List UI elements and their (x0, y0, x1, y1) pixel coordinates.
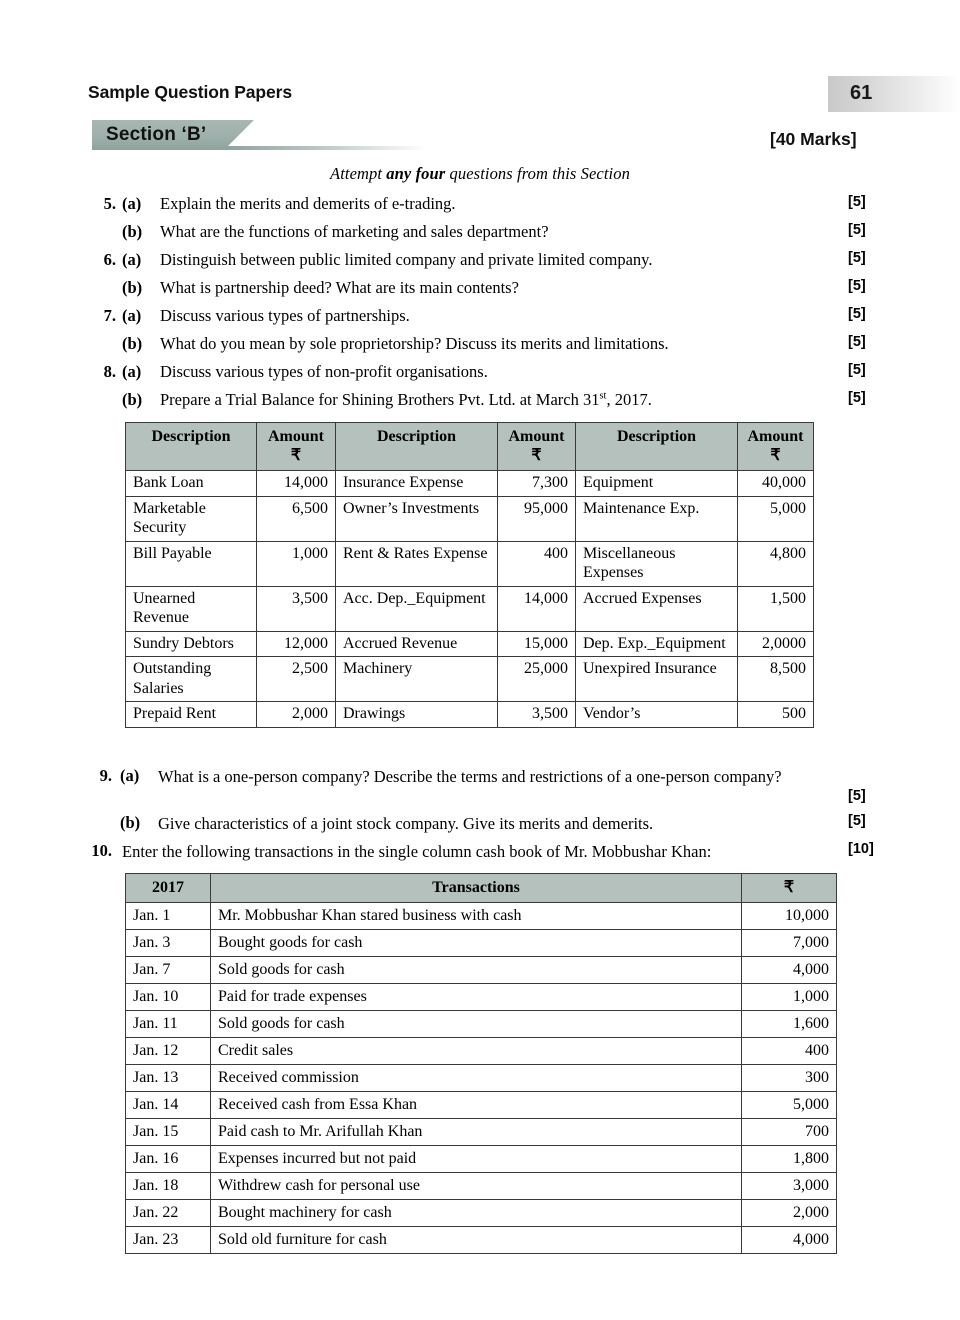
cell-amount: 10,000 (742, 903, 837, 930)
cell-transaction: Bought goods for cash (211, 930, 742, 957)
question-sublabel: (a) (122, 362, 142, 381)
question-marks: [5] (848, 222, 866, 238)
question-number: 6. (103, 250, 116, 269)
cell-description: Owner’s Investments (336, 496, 498, 541)
cell-transaction: Withdrew cash for personal use (211, 1173, 742, 1200)
cell-description: Acc. Dep._Equipment (336, 586, 498, 631)
cell-amount: 7,000 (742, 930, 837, 957)
cell-description: Maintenance Exp. (576, 496, 738, 541)
cell-amount: 400 (498, 541, 576, 586)
table-row (126, 903, 837, 930)
header-text: Description (376, 428, 457, 445)
question-number: 9. (99, 766, 112, 785)
cell-amount: 8,500 (738, 657, 814, 702)
cell-amount: 5,000 (738, 496, 814, 541)
question-marks: [5] (848, 306, 866, 322)
cell-transaction: Sold goods for cash (211, 957, 742, 984)
table-row (126, 1146, 837, 1173)
header-text: Description (616, 428, 697, 445)
cell-date: Jan. 14 (126, 1092, 211, 1119)
column-header-year: 2017 (126, 874, 211, 903)
cell-description: Miscellaneous Expenses (576, 541, 738, 586)
question-text: Give characteristics of a joint stock company. Give its merits and demerits. (158, 814, 654, 833)
table-row (126, 496, 814, 541)
cash-book-table (125, 873, 837, 1254)
section-banner (92, 120, 427, 152)
table-row (126, 657, 814, 702)
cell-amount: 700 (742, 1119, 837, 1146)
question-marks: [10] (848, 841, 874, 857)
question-marks: [5] (848, 813, 866, 829)
column-header-amount (742, 874, 837, 903)
header-text: Amount (747, 428, 804, 445)
cell-amount: 2,000 (257, 702, 336, 728)
question-text: Enter the following transactions in the single column cash book of Mr. Mobbushar Khan: (122, 842, 712, 861)
ordinal-suffix: st (599, 390, 607, 402)
question-text: What are the functions of marketing and sales department? (160, 222, 549, 241)
cell-amount: 2,000 (742, 1200, 837, 1227)
question-text-post: , 2017. (606, 390, 652, 409)
cell-description: Sundry Debtors (126, 631, 257, 657)
question-sublabel: (b) (122, 390, 143, 409)
question-number: 7. (103, 306, 116, 325)
cell-transaction: Credit sales (211, 1038, 742, 1065)
cell-description: Dep. Exp._Equipment (576, 631, 738, 657)
header-text: Description (151, 428, 231, 445)
cell-transaction: Received cash from Essa Khan (211, 1092, 742, 1119)
cell-amount: 4,800 (738, 541, 814, 586)
table-row (126, 702, 814, 728)
table-row (126, 1173, 837, 1200)
cell-amount: 14,000 (498, 586, 576, 631)
table-row (126, 957, 837, 984)
attempt-note-pre: Attempt (330, 164, 387, 183)
table-row (126, 631, 814, 657)
cell-amount: 12,000 (257, 631, 336, 657)
header-text: Amount (267, 428, 324, 445)
cell-amount: 25,000 (498, 657, 576, 702)
cell-description: Prepaid Rent (126, 702, 257, 728)
table-row (126, 1227, 837, 1254)
section-rule (222, 146, 427, 150)
cell-transaction: Sold goods for cash (211, 1011, 742, 1038)
question-sublabel: (a) (122, 250, 142, 269)
cell-description: Drawings (336, 702, 498, 728)
cell-amount: 7,300 (498, 471, 576, 497)
table-row (126, 541, 814, 586)
cell-date: Jan. 16 (126, 1146, 211, 1173)
cell-amount: 2,500 (257, 657, 336, 702)
table-row (126, 1065, 837, 1092)
cell-amount: 3,500 (257, 586, 336, 631)
cell-date: Jan. 3 (126, 930, 211, 957)
cell-description: Machinery (336, 657, 498, 702)
question-row (0, 278, 960, 306)
page-number: 61 (850, 82, 873, 104)
question-text (160, 390, 830, 410)
cell-description: Equipment (576, 471, 738, 497)
table-row (126, 1200, 837, 1227)
column-header-description-1 (126, 423, 257, 471)
question-marks: [5] (848, 362, 866, 378)
cell-amount: 6,500 (257, 496, 336, 541)
cell-amount: 400 (742, 1038, 837, 1065)
column-header-amount-1 (257, 423, 336, 471)
table-row (126, 1011, 837, 1038)
trial-balance-table (125, 422, 814, 728)
question-text: What is a one-person company? Describe the terms and restrictions of a one-person company? (158, 767, 782, 786)
question-sublabel: (b) (120, 813, 141, 832)
cell-amount: 1,500 (738, 586, 814, 631)
cell-date: Jan. 23 (126, 1227, 211, 1254)
cell-description: Marketable Security (126, 496, 257, 541)
cell-amount: 3,000 (742, 1173, 837, 1200)
question-text: What is partnership deed? What are its main contents? (160, 278, 519, 297)
cell-description: Insurance Expense (336, 471, 498, 497)
question-row (0, 334, 960, 362)
cell-description: Bank Loan (126, 471, 257, 497)
column-header-description-2 (336, 423, 498, 471)
question-marks: [5] (848, 278, 866, 294)
rupee-icon: ₹ (531, 447, 542, 464)
table-row (126, 586, 814, 631)
column-header-amount-3 (738, 423, 814, 471)
question-sublabel: (a) (122, 194, 142, 213)
cell-description: Unearned Revenue (126, 586, 257, 631)
cell-date: Jan. 18 (126, 1173, 211, 1200)
table-row (126, 1038, 837, 1065)
question-text: Discuss various types of partnerships. (160, 306, 410, 325)
table-row (126, 471, 814, 497)
question-sublabel: (a) (120, 766, 140, 785)
question-row (0, 306, 960, 334)
question-text: Discuss various types of non-profit organisations. (160, 362, 488, 381)
table-row (126, 930, 837, 957)
question-list-top (0, 194, 960, 418)
cell-description: Accrued Expenses (576, 586, 738, 631)
question-row (0, 194, 960, 222)
question-marks: [5] (848, 334, 866, 350)
cell-date: Jan. 11 (126, 1011, 211, 1038)
cell-amount: 5,000 (742, 1092, 837, 1119)
cell-amount: 15,000 (498, 631, 576, 657)
question-text: What do you mean by sole proprietorship? Discuss its merits and limitations. (160, 334, 669, 353)
table-row (126, 984, 837, 1011)
header-text: Amount (508, 428, 565, 445)
question-row (0, 362, 960, 390)
table-header-row (126, 874, 837, 903)
cell-description: Accrued Revenue (336, 631, 498, 657)
cell-amount: 4,000 (742, 957, 837, 984)
cell-date: Jan. 12 (126, 1038, 211, 1065)
question-text: Explain the merits and demerits of e-trading. (160, 194, 456, 213)
rupee-icon: ₹ (290, 447, 302, 464)
cell-description: Outstanding Salaries (126, 657, 257, 702)
cell-transaction: Sold old furniture for cash (211, 1227, 742, 1254)
question-text: Distinguish between public limited company and private limited company. (160, 250, 653, 269)
running-head: Sample Question Papers (88, 82, 292, 102)
cell-transaction: Received commission (211, 1065, 742, 1092)
cell-description: Bill Payable (126, 541, 257, 586)
attempt-note-bold: any four (386, 164, 446, 183)
question-text-pre: Prepare a Trial Balance for Shining Brothers Pvt. Ltd. at March 31 (160, 390, 600, 409)
question-sublabel: (b) (122, 222, 143, 241)
cell-date: Jan. 7 (126, 957, 211, 984)
cell-amount: 2,0000 (738, 631, 814, 657)
table-row (126, 1119, 837, 1146)
cell-amount: 1,800 (742, 1146, 837, 1173)
cell-transaction: Paid for trade expenses (211, 984, 742, 1011)
attempt-note-post: questions from this Section (445, 164, 630, 183)
cell-amount: 40,000 (738, 471, 814, 497)
cell-amount: 1,600 (742, 1011, 837, 1038)
question-sublabel: (a) (122, 306, 142, 325)
cell-transaction: Mr. Mobbushar Khan stared business with cash (211, 903, 742, 930)
column-header-amount-2 (498, 423, 576, 471)
cell-transaction: Expenses incurred but not paid (211, 1146, 742, 1173)
cell-transaction: Paid cash to Mr. Arifullah Khan (211, 1119, 742, 1146)
section-marks: [40 Marks] (770, 129, 857, 149)
rupee-icon: ₹ (783, 879, 795, 896)
question-row (0, 222, 960, 250)
cell-amount: 500 (738, 702, 814, 728)
question-sublabel: (b) (122, 278, 143, 297)
page-number-badge (828, 76, 960, 112)
question-marks: [5] (848, 788, 866, 804)
question-number: 8. (103, 362, 116, 381)
cell-description: Unexpired Insurance (576, 657, 738, 702)
rupee-icon: ₹ (770, 447, 781, 464)
cell-amount: 14,000 (257, 471, 336, 497)
cell-amount: 300 (742, 1065, 837, 1092)
cell-date: Jan. 15 (126, 1119, 211, 1146)
cell-amount: 95,000 (498, 496, 576, 541)
cell-amount: 3,500 (498, 702, 576, 728)
cell-description: Vendor’s (576, 702, 738, 728)
cell-date: Jan. 13 (126, 1065, 211, 1092)
question-number: 10. (91, 841, 112, 860)
cell-description: Rent & Rates Expense (336, 541, 498, 586)
cell-amount: 1,000 (742, 984, 837, 1011)
question-sublabel: (b) (122, 334, 143, 353)
table-row (126, 1092, 837, 1119)
section-label: Section ‘B’ (106, 124, 207, 145)
question-marks: [5] (848, 250, 866, 266)
question-row (0, 250, 960, 278)
cell-date: Jan. 22 (126, 1200, 211, 1227)
cell-transaction: Bought machinery for cash (211, 1200, 742, 1227)
question-marks: [5] (848, 194, 866, 210)
cell-amount: 4,000 (742, 1227, 837, 1254)
table-header-row (126, 423, 814, 471)
column-header-description-3 (576, 423, 738, 471)
question-marks: [5] (848, 390, 866, 406)
question-number: 5. (103, 194, 116, 213)
column-header-transactions: Transactions (211, 874, 742, 903)
cell-date: Jan. 10 (126, 984, 211, 1011)
attempt-instruction (0, 164, 960, 184)
question-row (0, 390, 960, 418)
cell-date: Jan. 1 (126, 903, 211, 930)
cell-amount: 1,000 (257, 541, 336, 586)
